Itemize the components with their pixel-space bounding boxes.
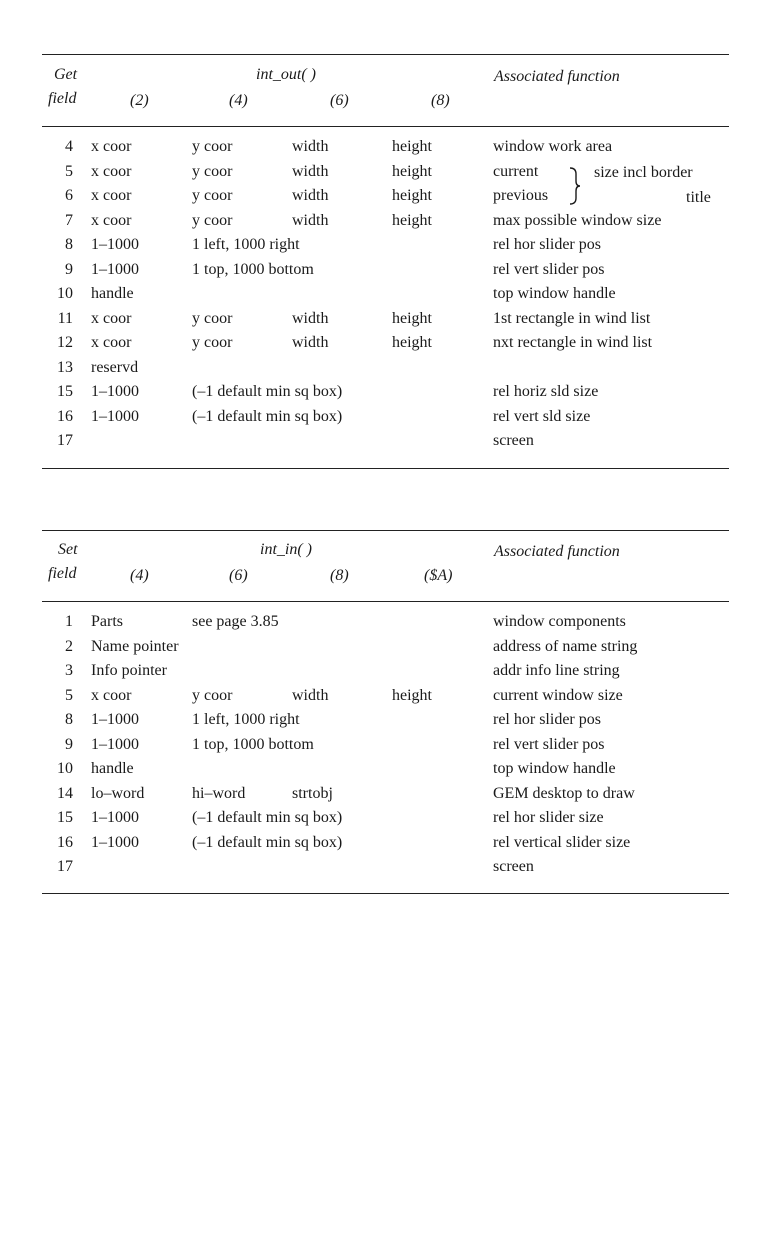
cell-c4: y coor bbox=[192, 309, 233, 327]
cell-fn: window work area bbox=[493, 138, 613, 155]
cell-num: 9 bbox=[65, 260, 73, 278]
cell-fn: rel vert sld size bbox=[493, 407, 591, 425]
set-header-p6: (6) bbox=[229, 567, 248, 584]
cell-c4: 1 left, 1000 right bbox=[192, 711, 300, 728]
cell-num: 5 bbox=[65, 162, 73, 180]
cell-c8: height bbox=[392, 211, 432, 229]
cell-fn: max possible window size bbox=[493, 211, 662, 229]
set-table-bottom-rule bbox=[42, 893, 729, 894]
cell-fn: 1st rectangle in wind list bbox=[493, 309, 651, 327]
set-header-pA: ($A) bbox=[424, 567, 453, 584]
set-header-field-line2: field bbox=[48, 565, 77, 582]
cell-num: 17 bbox=[57, 432, 73, 449]
cell-c2: 1–1000 bbox=[91, 383, 139, 400]
table-row bbox=[0, 358, 759, 382]
cell-c2: 1–1000 bbox=[91, 236, 139, 253]
cell-num: 17 bbox=[57, 858, 73, 875]
cell-num: 5 bbox=[65, 686, 73, 704]
get-header-param-group: int_out( ) bbox=[256, 66, 316, 83]
cell-fn: top window handle bbox=[493, 760, 616, 777]
cell-c2: 1–1000 bbox=[91, 260, 139, 278]
cell-num: 14 bbox=[57, 784, 73, 802]
get-header-field-line1: Get bbox=[54, 66, 78, 83]
cell-c2: x coor bbox=[91, 211, 132, 229]
cell-num: 2 bbox=[65, 637, 73, 655]
cell-num: 16 bbox=[57, 833, 73, 851]
table-row bbox=[0, 407, 759, 431]
cell-num: 10 bbox=[57, 760, 73, 777]
cell-fn: current window size bbox=[493, 686, 623, 704]
table-row bbox=[0, 186, 759, 210]
table-row bbox=[0, 784, 759, 808]
cell-c2: lo–word bbox=[91, 784, 145, 802]
table-row bbox=[0, 333, 759, 357]
cell-c6: width bbox=[292, 138, 329, 155]
cell-fn: address of name string bbox=[493, 637, 638, 655]
table-row bbox=[0, 211, 759, 235]
cell-c2: 1–1000 bbox=[91, 809, 139, 826]
cell-c2: handle bbox=[91, 760, 134, 777]
cell-c6: width bbox=[292, 162, 329, 180]
cell-num: 15 bbox=[57, 809, 73, 826]
cell-c6: width bbox=[292, 686, 329, 704]
table-row bbox=[0, 686, 759, 710]
table-row bbox=[0, 284, 759, 308]
get-header-field-line2: field bbox=[48, 90, 77, 107]
cell-num: 12 bbox=[57, 334, 73, 351]
cell-c2: 1–1000 bbox=[91, 407, 139, 425]
cell-fn: rel vert slider pos bbox=[493, 260, 605, 278]
cell-fn: nxt rectangle in wind list bbox=[493, 334, 653, 351]
cell-c4: y coor bbox=[192, 138, 233, 155]
cell-c2: x coor bbox=[91, 138, 132, 155]
set-header-field-line1: Set bbox=[58, 541, 78, 558]
get-header-rule bbox=[42, 126, 729, 127]
table-row bbox=[0, 612, 759, 636]
table-row bbox=[0, 137, 759, 161]
cell-c2: x coor bbox=[91, 309, 132, 327]
brace-note-title: title bbox=[686, 189, 711, 206]
cell-c4: (–1 default min sq box) bbox=[192, 383, 343, 400]
cell-num: 8 bbox=[65, 711, 73, 728]
cell-fn: rel vertical slider size bbox=[493, 833, 631, 851]
cell-c8: height bbox=[392, 334, 432, 351]
brace-icon bbox=[567, 166, 581, 206]
table-row bbox=[0, 431, 759, 455]
cell-c2: x coor bbox=[91, 686, 132, 704]
cell-num: 16 bbox=[57, 407, 73, 425]
set-header-p8: (8) bbox=[330, 567, 349, 584]
table-row bbox=[0, 857, 759, 881]
table-row bbox=[0, 260, 759, 284]
cell-c4: see page 3.85 bbox=[192, 613, 279, 630]
cell-c4: y coor bbox=[192, 162, 233, 180]
set-header-function: Associated function bbox=[494, 543, 620, 560]
cell-fn: rel hor slider pos bbox=[493, 236, 601, 253]
cell-c4: 1 top, 1000 bottom bbox=[192, 260, 314, 278]
cell-num: 9 bbox=[65, 735, 73, 753]
cell-num: 3 bbox=[65, 662, 73, 679]
cell-c4: (–1 default min sq box) bbox=[192, 833, 343, 851]
cell-num: 13 bbox=[57, 358, 73, 376]
table-row bbox=[0, 661, 759, 685]
set-table-top-rule bbox=[42, 530, 729, 531]
cell-fn: rel hor slider pos bbox=[493, 711, 601, 728]
get-table-top-rule bbox=[42, 54, 729, 55]
cell-num: 7 bbox=[65, 211, 73, 229]
table-row bbox=[0, 710, 759, 734]
cell-c8: height bbox=[392, 138, 432, 155]
cell-c4: (–1 default min sq box) bbox=[192, 809, 343, 826]
set-header-param-group: int_in( ) bbox=[260, 541, 312, 558]
cell-num: 6 bbox=[65, 187, 73, 204]
cell-c2: x coor bbox=[91, 162, 132, 180]
cell-c2: handle bbox=[91, 285, 134, 302]
cell-num: 8 bbox=[65, 236, 73, 253]
cell-num: 4 bbox=[65, 138, 73, 155]
cell-c4: hi–word bbox=[192, 784, 246, 802]
set-header-p4: (4) bbox=[130, 567, 149, 584]
table-row bbox=[0, 759, 759, 783]
get-header-function: Associated function bbox=[494, 68, 620, 85]
cell-num: 11 bbox=[57, 309, 73, 327]
cell-fn: rel hor slider size bbox=[493, 809, 604, 826]
cell-fn: top window handle bbox=[493, 285, 616, 302]
cell-c8: height bbox=[392, 162, 432, 180]
cell-c4: y coor bbox=[192, 334, 233, 351]
cell-fn: previous bbox=[493, 187, 549, 204]
cell-num: 10 bbox=[57, 285, 73, 302]
cell-fn: screen bbox=[493, 432, 534, 449]
cell-c6: width bbox=[292, 334, 329, 351]
cell-c6: width bbox=[292, 309, 329, 327]
get-header-p6: (6) bbox=[330, 92, 349, 109]
cell-c2: x coor bbox=[91, 334, 132, 351]
cell-c2: Info pointer bbox=[91, 662, 167, 679]
cell-c8: height bbox=[392, 686, 432, 704]
get-header-p4: (4) bbox=[229, 92, 248, 109]
cell-num: 15 bbox=[57, 383, 73, 400]
cell-c4: y coor bbox=[192, 187, 233, 204]
set-header-rule bbox=[42, 601, 729, 602]
cell-c6: strtobj bbox=[292, 784, 333, 802]
cell-c8: height bbox=[392, 309, 432, 327]
cell-fn: GEM desktop to draw bbox=[493, 784, 635, 802]
cell-c2: reservd bbox=[91, 358, 139, 376]
cell-fn: current bbox=[493, 162, 539, 180]
cell-c2: 1–1000 bbox=[91, 735, 139, 753]
cell-c4: y coor bbox=[192, 211, 233, 229]
cell-c4: 1 top, 1000 bottom bbox=[192, 735, 314, 753]
cell-fn: screen bbox=[493, 858, 534, 875]
get-header-p8: (8) bbox=[431, 92, 450, 109]
cell-c6: width bbox=[292, 187, 329, 204]
table-row bbox=[0, 309, 759, 333]
brace-note-size: size incl border bbox=[594, 164, 693, 181]
cell-c4: (–1 default min sq box) bbox=[192, 407, 343, 425]
cell-num: 1 bbox=[65, 613, 73, 630]
cell-c2: 1–1000 bbox=[91, 711, 139, 728]
cell-fn: rel horiz sld size bbox=[493, 383, 599, 400]
cell-c6: width bbox=[292, 211, 329, 229]
cell-c2: Name pointer bbox=[91, 637, 179, 655]
cell-c2: 1–1000 bbox=[91, 833, 139, 851]
cell-fn: window components bbox=[493, 613, 626, 630]
cell-fn: rel vert slider pos bbox=[493, 735, 605, 753]
cell-c2: x coor bbox=[91, 187, 132, 204]
get-table-bottom-rule bbox=[42, 468, 729, 469]
table-row bbox=[0, 808, 759, 832]
cell-c4: y coor bbox=[192, 686, 233, 704]
cell-c2: Parts bbox=[91, 613, 123, 630]
table-row bbox=[0, 833, 759, 857]
cell-c4: 1 left, 1000 right bbox=[192, 236, 300, 253]
cell-c8: height bbox=[392, 187, 432, 204]
table-row bbox=[0, 637, 759, 661]
cell-fn: addr info line string bbox=[493, 662, 620, 679]
table-row bbox=[0, 735, 759, 759]
get-header-p2: (2) bbox=[130, 92, 149, 109]
table-row bbox=[0, 235, 759, 259]
table-row bbox=[0, 382, 759, 406]
